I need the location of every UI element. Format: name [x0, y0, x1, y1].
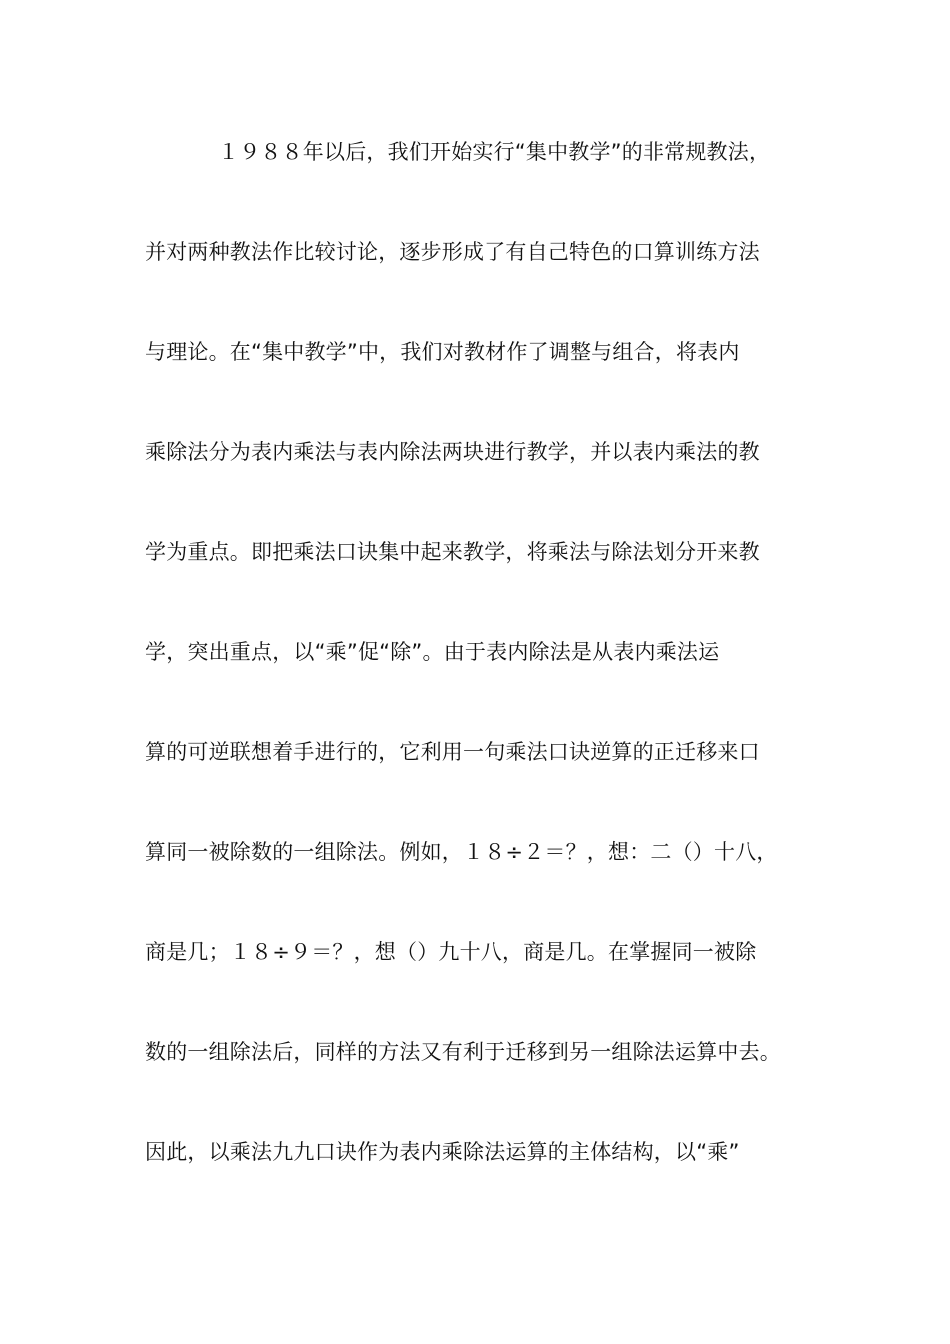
paragraph-line-8: 算同一被除数的一组除法。例如，１８÷２＝？，想：二（）十八，	[145, 840, 778, 864]
paragraph-line-2: 并对两种教法作比较讨论，逐步形成了有自己特色的口算训练方法	[145, 240, 760, 264]
paragraph-line-4: 乘除法分为表内乘法与表内除法两块进行教学，并以表内乘法的教	[145, 440, 760, 464]
paragraph-line-11: 因此，以乘法九九口诀作为表内乘除法运算的主体结构，以“乘”	[145, 1140, 740, 1164]
paragraph-line-10: 数的一组除法后，同样的方法又有利于迁移到另一组除法运算中去。	[145, 1040, 781, 1064]
paragraph-line-5: 学为重点。即把乘法口诀集中起来教学，将乘法与除法划分开来教	[145, 540, 760, 564]
paragraph-line-6: 学，突出重点，以“乘”促“除”。由于表内除法是从表内乘法运	[145, 640, 720, 664]
paragraph-line-3: 与理论。在“集中教学”中，我们对教材作了调整与组合，将表内	[145, 340, 740, 364]
paragraph-line-7: 算的可逆联想着手进行的，它利用一句乘法口诀逆算的正迁移来口	[145, 740, 760, 764]
paragraph-line-1: １９８８年以后，我们开始实行“集中教学”的非常规教法，	[218, 140, 771, 164]
paragraph-line-9: 商是几；１８÷９＝？，想（）九十八，商是几。在掌握同一被除	[145, 940, 757, 964]
